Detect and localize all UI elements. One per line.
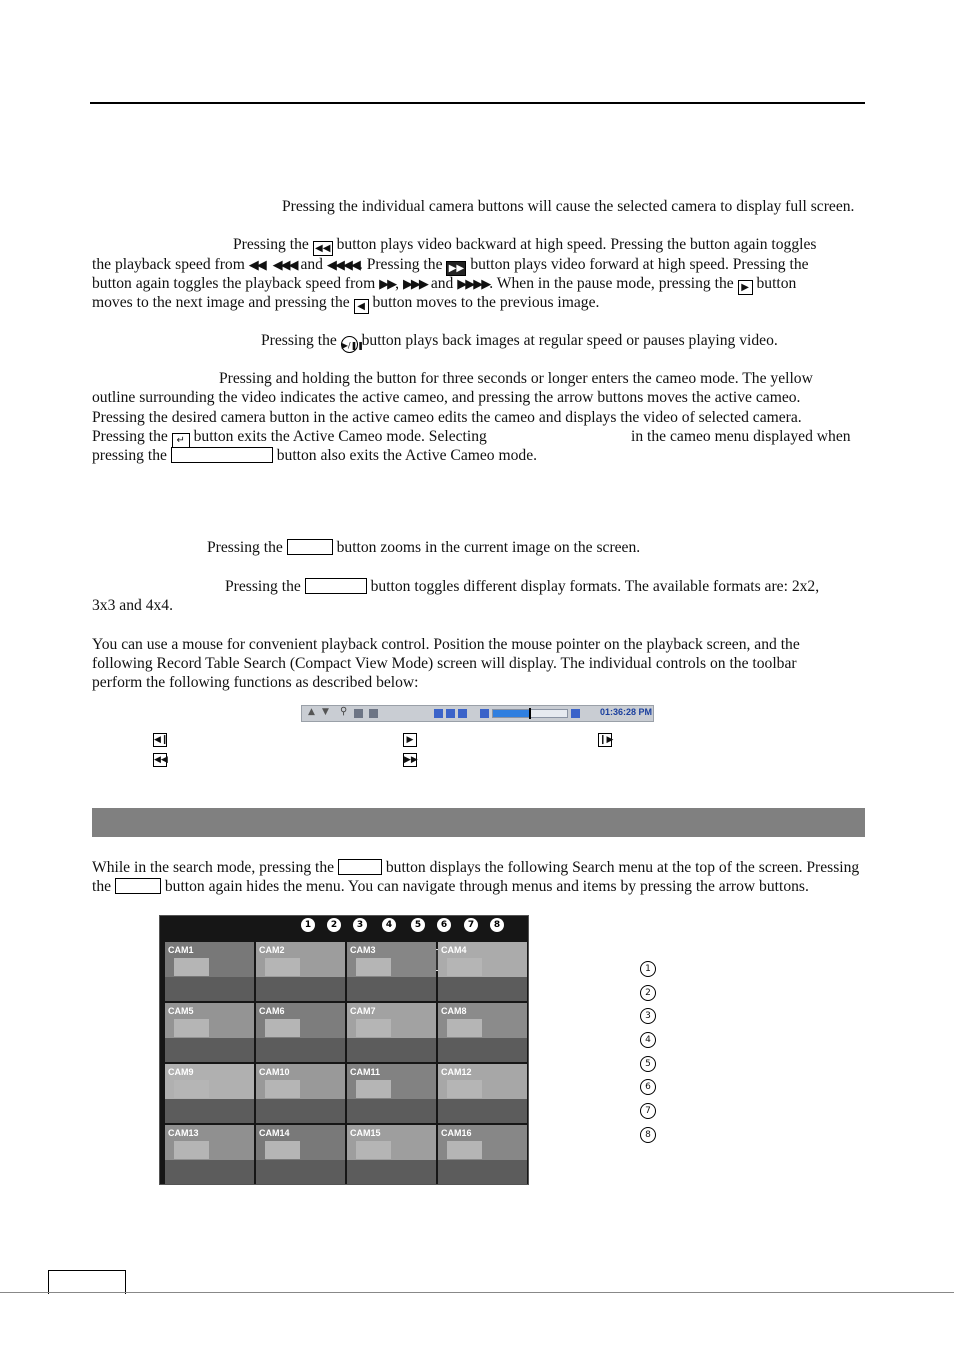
camera-label: CAM14: [259, 1128, 290, 1138]
room-floor: [438, 1038, 527, 1062]
camera-tile[interactable]: [438, 942, 527, 1001]
camera-tile[interactable]: [347, 1125, 436, 1184]
camera-tile[interactable]: [347, 942, 436, 1001]
camera-label: CAM3: [350, 945, 376, 955]
camera-label: CAM11: [350, 1067, 381, 1077]
menu-number-badge: 8: [490, 918, 504, 932]
text: perform the following functions as described below:: [92, 674, 419, 691]
text: You can use a mouse for convenient playback control. Position the mouse pointer on the playback screen, and the: [92, 636, 800, 653]
menu-number-badge: 1: [301, 918, 315, 932]
text: button also exits the Active Cameo mode.: [276, 447, 538, 464]
camera-label: CAM6: [259, 1006, 285, 1016]
rewind-4x-icon: ◀◀◀◀: [326, 258, 359, 273]
room-floor: [256, 1099, 345, 1123]
room-floor: [165, 1099, 254, 1123]
legend-number: 7: [640, 1103, 656, 1119]
camera-tile[interactable]: [347, 1003, 436, 1062]
forward-4x-icon: ▶▶▶▶: [457, 277, 490, 292]
room-floor: [438, 1160, 527, 1184]
legend-number: 2: [640, 985, 656, 1001]
zoom-paragraph: [207, 538, 640, 557]
camera-label: CAM13: [168, 1128, 199, 1138]
camera-tile[interactable]: [165, 1064, 254, 1123]
camera-label: CAM4: [441, 945, 467, 955]
blank-button-box: [171, 447, 273, 463]
play-paragraph: [261, 331, 778, 353]
menu-number-badge: 4: [382, 918, 396, 932]
text: in the cameo menu displayed when: [631, 428, 851, 445]
camera-tile[interactable]: [256, 942, 345, 1001]
room-floor: [347, 1160, 436, 1184]
camera-label: CAM12: [441, 1067, 472, 1077]
zoom-icon[interactable]: ⚲: [340, 706, 348, 717]
menu-number-badge: 6: [437, 918, 451, 932]
text: button plays video forward at high speed. Pressing the: [470, 256, 809, 273]
room-wall: [265, 1080, 301, 1098]
camera-tile[interactable]: [256, 1125, 345, 1184]
text: button: [756, 275, 797, 292]
progress-fill: [493, 710, 529, 717]
text: Pressing the desired camera button in the active cameo edits the cameo and displays the video of selected camera.: [92, 409, 802, 426]
room-wall: [174, 1080, 210, 1098]
room-wall: [356, 1141, 392, 1159]
room-wall: [356, 958, 392, 976]
room-floor: [347, 977, 436, 1001]
fast-backward-icon: ◀◀: [313, 241, 333, 256]
camera-tile[interactable]: [256, 1064, 345, 1123]
search-menu-screenshot: [159, 915, 529, 1185]
menu-number-badge: 7: [464, 918, 478, 932]
play-pause-icon: ▶/❚❚: [341, 336, 358, 353]
text: moves to the next image and pressing the: [92, 294, 350, 311]
fast-forward-icon: ▶▶: [446, 261, 466, 276]
down-arrow-icon[interactable]: ▼: [322, 707, 329, 717]
room-wall: [174, 1019, 210, 1037]
camera-label: CAM15: [350, 1128, 381, 1138]
camera-label: CAM7: [350, 1006, 376, 1016]
text: button moves to the previous image.: [372, 294, 600, 311]
room-floor: [256, 1038, 345, 1062]
toolbar-play-icon[interactable]: [446, 709, 455, 718]
text: ,: [395, 275, 400, 292]
room-wall: [174, 1141, 210, 1159]
prev-frame-legend-icon: ◀❙: [154, 735, 169, 745]
toolbar-rewind-icon[interactable]: [480, 709, 489, 718]
text: While in the search mode, pressing the: [92, 859, 335, 876]
play-legend-icon: ▶: [403, 733, 417, 747]
text: outline surrounding the video indicates the active cameo, and pressing the arrow buttons moves the active cameo.: [92, 389, 801, 406]
blank-button-box: [115, 878, 161, 894]
enter-icon: ↵: [172, 433, 190, 448]
playback-toolbar: [301, 705, 654, 722]
room-wall: [356, 1019, 392, 1037]
menu-number-badge: 2: [327, 918, 341, 932]
camera-tile[interactable]: [347, 1064, 436, 1123]
menu-number-badge: 5: [411, 918, 425, 932]
camera-label: CAM8: [441, 1006, 467, 1016]
search-tool-icon[interactable]: [354, 709, 363, 718]
room-wall: [265, 1019, 301, 1037]
camera-label: CAM16: [441, 1128, 472, 1138]
camera-tile[interactable]: [165, 1003, 254, 1062]
room-wall: [447, 958, 483, 976]
camera-tile[interactable]: [165, 1125, 254, 1184]
footer-rule: [0, 1292, 954, 1293]
legend-number: 3: [640, 1008, 656, 1024]
text: the playback speed from: [92, 256, 245, 273]
rewind-3x-icon: ◀◀◀: [272, 258, 297, 273]
text: and: [430, 275, 454, 292]
camera-tile[interactable]: [438, 1125, 527, 1184]
room-wall: [447, 1141, 483, 1159]
camera-label: CAM1: [168, 945, 194, 955]
next-frame-legend-icon: ❙▶: [599, 735, 614, 745]
toolbar-next-frame-icon[interactable]: [458, 709, 467, 718]
forward-2x-icon: ▶▶: [379, 277, 396, 292]
legend-number: 1: [640, 961, 656, 977]
legend-number: 6: [640, 1079, 656, 1095]
text: button displays the following Search menu at the top of the screen. Pressing: [385, 859, 860, 876]
toolbar-prev-frame-icon[interactable]: [434, 709, 443, 718]
camera-label: CAM10: [259, 1067, 290, 1077]
toolbar-time: 01:36:28 PM: [600, 707, 653, 717]
forward-3x-icon: ▶▶▶: [402, 277, 427, 292]
camera-tile[interactable]: [438, 1003, 527, 1062]
text: button plays back images at regular speed or pauses playing video.: [361, 332, 778, 349]
room-floor: [256, 977, 345, 1001]
room-floor: [165, 977, 254, 1001]
text: . When in the pause mode, pressing the: [489, 275, 734, 292]
page-number-box: [48, 1270, 126, 1294]
room-floor: [347, 1099, 436, 1123]
room-floor: [256, 1160, 345, 1184]
rewind-legend-icon: ◀◀: [154, 755, 168, 765]
text: button plays video backward at high speed. Pressing the button again toggles: [336, 236, 817, 253]
legend-number: 4: [640, 1032, 656, 1048]
text: and: [300, 256, 323, 273]
camera-tile[interactable]: [438, 1064, 527, 1123]
room-floor: [165, 1038, 254, 1062]
room-floor: [438, 1099, 527, 1123]
text: Pressing the: [225, 578, 301, 595]
header-rule: [90, 102, 865, 104]
toolbar-fast-forward-icon[interactable]: [571, 709, 580, 718]
text: Pressing the: [92, 428, 168, 445]
room-wall: [447, 1019, 483, 1037]
blank-button-box: [287, 539, 333, 555]
up-arrow-icon[interactable]: ▲: [308, 707, 315, 717]
camera-paragraph: Pressing the individual camera buttons will cause the selected camera to display full screen.: [282, 198, 855, 215]
room-wall: [447, 1080, 483, 1098]
blank-button-box: [305, 578, 367, 594]
room-wall: [174, 958, 210, 976]
progress-thumb[interactable]: [529, 708, 531, 719]
camera-tile[interactable]: [165, 942, 254, 1001]
text: button again hides the menu. You can navigate through menus and items by pressing the arrow buttons.: [164, 878, 809, 895]
progress-track[interactable]: [492, 709, 568, 718]
camera-label: CAM5: [168, 1006, 194, 1016]
menu-number-badge: 3: [353, 918, 367, 932]
text: button zooms in the current image on the screen.: [336, 539, 641, 556]
text: pressing the: [92, 447, 167, 464]
text: 3x3 and 4x4.: [92, 597, 173, 614]
text: Pressing the: [233, 236, 309, 253]
display-tool-icon[interactable]: [369, 709, 378, 718]
text: Pressing the: [207, 539, 283, 556]
text: . Pressing the: [358, 256, 443, 273]
section-heading-bar: [92, 808, 865, 837]
next-frame-icon: ▶: [738, 280, 753, 295]
previous-frame-icon: ◀: [354, 299, 369, 314]
text: the: [92, 878, 112, 895]
camera-label: CAM2: [259, 945, 285, 955]
room-wall: [265, 958, 301, 976]
text: button toggles different display formats. The available formats are: 2x2,: [370, 578, 820, 595]
rewind-2x-icon: ◀◀: [248, 258, 265, 273]
room-wall: [265, 1141, 301, 1159]
text: button again toggles the playback speed from: [92, 275, 376, 292]
blank-button-box: [338, 859, 382, 875]
legend-number: 5: [640, 1056, 656, 1072]
text: Pressing the: [261, 332, 337, 349]
fast-forward-legend-icon: ▶▶: [404, 755, 418, 765]
camera-label: CAM9: [168, 1067, 194, 1077]
text: following Record Table Search (Compact View Mode) screen will display. The individual controls on the toolbar: [92, 655, 797, 672]
camera-tile[interactable]: [256, 1003, 345, 1062]
room-wall: [356, 1080, 392, 1098]
room-floor: [347, 1038, 436, 1062]
room-floor: [165, 1160, 254, 1184]
text: button exits the Active Cameo mode. Selecting: [193, 428, 487, 445]
text: Pressing and holding the button for three seconds or longer enters the cameo mode. The yellow: [219, 370, 813, 387]
room-floor: [438, 977, 527, 1001]
legend-number: 8: [640, 1127, 656, 1143]
